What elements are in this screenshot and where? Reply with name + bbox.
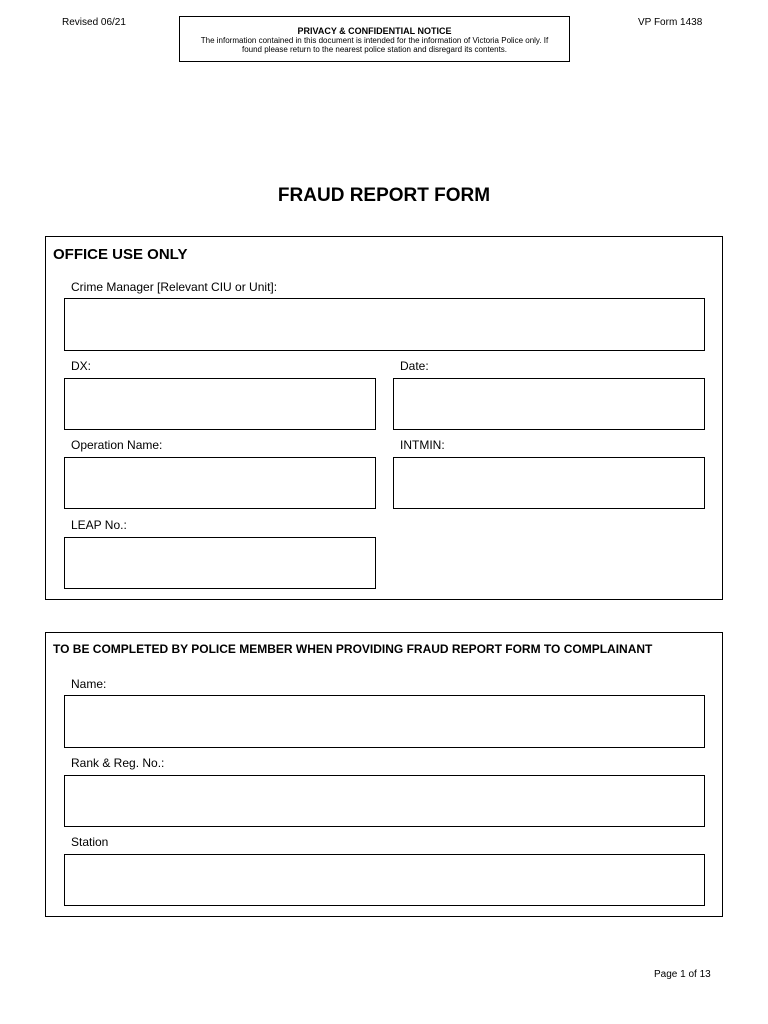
leap-no-field[interactable] [64,537,376,589]
dx-field[interactable] [64,378,376,430]
station-label: Station [71,835,109,849]
rank-reg-field[interactable] [64,775,705,827]
privacy-notice-box [179,16,570,62]
intmin-label: INTMIN: [400,438,445,452]
station-field[interactable] [64,854,705,906]
name-field[interactable] [64,695,705,748]
privacy-notice-body: The information contained in this document is intended for the information of Victoria Police only. If found please return to the nearest police station and disregard its contents. [200,36,549,54]
crime-manager-field[interactable] [64,298,705,351]
privacy-notice-title: PRIVACY & CONFIDENTIAL NOTICE [297,26,452,36]
date-field[interactable] [393,378,705,430]
intmin-field[interactable] [393,457,705,509]
page-title: FRAUD REPORT FORM [277,185,491,206]
form-number: VP Form 1438 [638,17,703,28]
operation-name-label: Operation Name: [71,438,163,452]
rank-reg-label: Rank & Reg. No.: [71,756,165,770]
date-label: Date: [400,359,429,373]
name-label: Name: [71,677,107,691]
police-member-heading: TO BE COMPLETED BY POLICE MEMBER WHEN PROVIDING FRAUD REPORT FORM TO COMPLAINANT [53,642,653,656]
leap-no-label: LEAP No.: [71,518,127,532]
operation-name-field[interactable] [64,457,376,509]
dx-label: DX: [71,359,92,373]
crime-manager-label: Crime Manager [Relevant CIU or Unit]: [71,280,278,294]
revised-date: Revised 06/21 [62,17,126,28]
office-use-heading: OFFICE USE ONLY [53,246,188,263]
page-number: Page 1 of 13 [654,969,711,980]
